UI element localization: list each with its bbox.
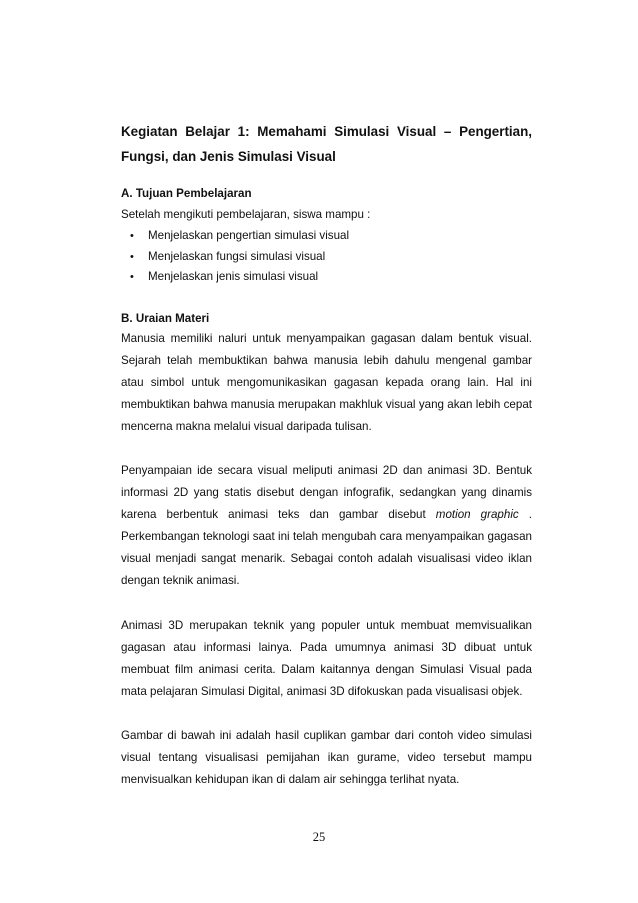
section-a-heading: A. Tujuan Pembelajaran [121,187,252,200]
bullet-icon: • [130,271,134,283]
page-title: Kegiatan Belajar 1: Memahami Simulasi Visual – Pengertian, Fungsi, dan Jenis Simulasi Visual [121,124,532,164]
list-item: • Menjelaskan jenis simulasi visual [121,267,532,288]
document-body [121,119,532,791]
bullet-icon: • [130,230,134,242]
paragraph-1: Manusia memiliki naluri untuk menyampaikan gagasan dalam bentuk visual. Sejarah telah membuktikan bahwa manusia lebih dahulu mengenal gambar atau simbol untuk mengomunikasikan gagasan kepada orang lain. Hal ini membuktikan bahwa manusia merupakan makhluk visual yang akan lebih cepat mencerna makna melalui visual daripada tulisan. [121,331,532,433]
learning-goals-list [121,226,532,288]
page-number: 25 [312,830,326,844]
section-b-heading: B. Uraian Materi [121,311,210,325]
bullet-icon: • [130,250,134,263]
list-item: • Menjelaskan fungsi simulasi visual [121,247,532,268]
paragraph-2: Penyampaian ide secara visual meliputi animasi 2D dan animasi 3D. Bentuk informasi 2D yang statis disebut dengan infografik, sedangkan yang dinamis karena berbentuk animasi teks dan gambar disebut motion graphic . Perkembangan teknologi saat ini telah mengubah cara menyampaikan gagasan visual menjadi sangat menarik. Sebagai contoh adalah visualisasi video iklan dengan teknik animasi. [121,463,532,588]
paragraph-4: Gambar di bawah ini adalah hasil cuplikan gambar dari contoh video simulasi visual tentang visualisasi pemijahan ikan gurame, video tersebut mampu menvisualkan kehidupan ikan di dalam air sehingga terlihat nyata. [121,728,532,787]
motion-graphic-term: motion graphic [435,508,519,522]
paragraph-3: Animasi 3D merupakan teknik yang populer untuk membuat memvisualikan gagasan atau informasi lainya. Pada umumnya animasi 3D dibuat untuk membuat film animasi cerita. Dalam kaitannya dengan Simulasi Visual pada mata pelajaran Simulasi Digital, animasi 3D difokuskan pada visualisasi objek. [121,618,532,698]
section-a-intro: Setelah mengikuti pembelajaran, siswa mampu : [121,208,371,221]
list-item: • Menjelaskan pengertian simulasi visual [121,226,532,247]
